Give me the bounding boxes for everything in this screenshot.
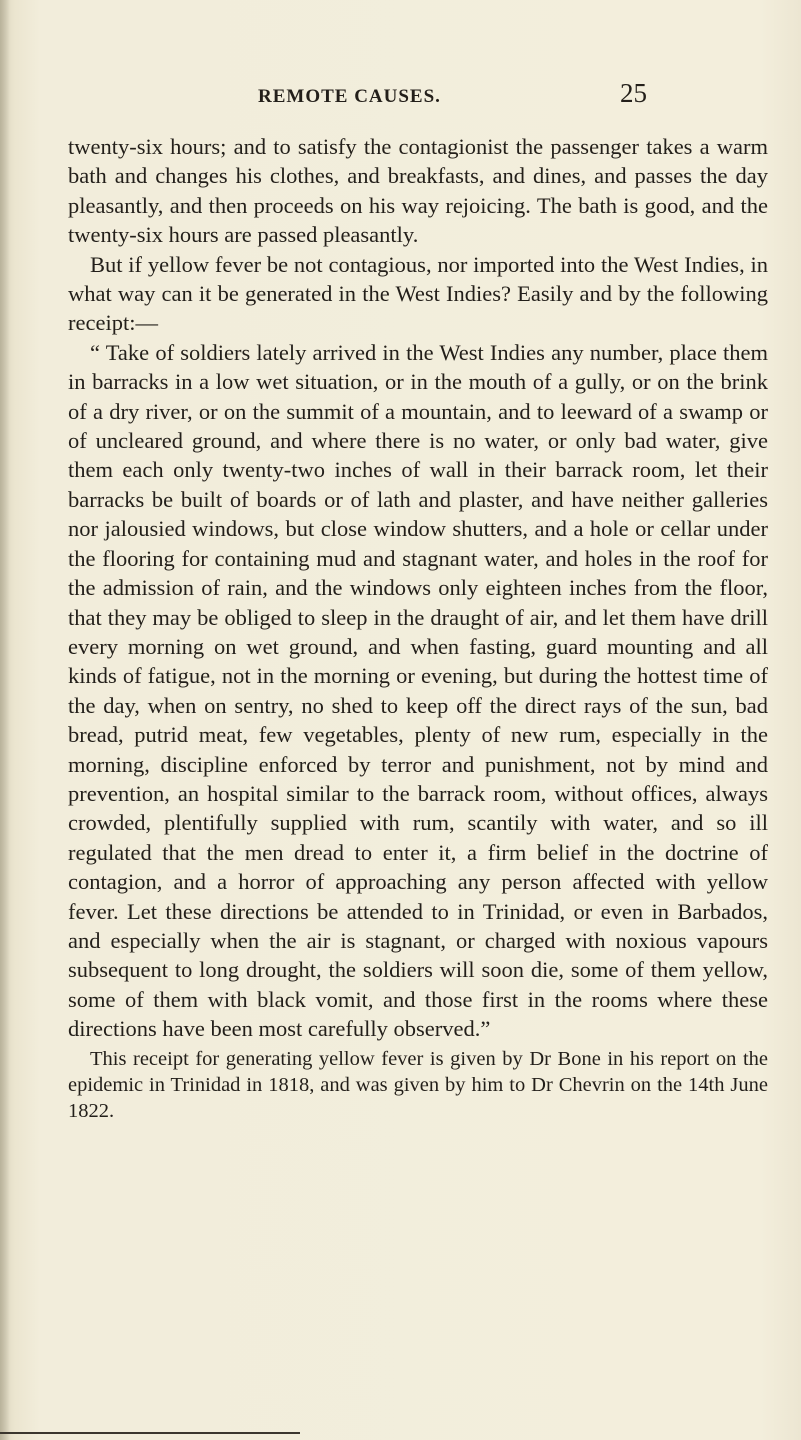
paragraph-attribution: This receipt for generating yellow fever is given by Dr Bone in his report on the epidemic in Trinidad in 1818, and was given by him to Dr Chevrin on the 14th June 1822.: [68, 1047, 768, 1122]
paragraph-question: But if yellow fever be not contagious, nor imported into the West Indies, in what way can it be generated in the West Indies? Easily and by the following receipt:—: [68, 251, 768, 336]
paragraph-receipt-quote: “ Take of soldiers lately arrived in the West Indies any number, place them in barracks in a low wet situation, or in the mouth of a gully, or on the brink of a dry river, or on the summit of a mountain, and to leeward of a swamp or of uncleared ground, and where there is no water, or only bad water, give them each only twenty-two inches of wall in their barrack room, let their barracks be built of boards or of lath and plaster, and have neither galleries nor jalousied windows, but close window shutters, and a hole or cellar under the flooring for containing mud and stagnant water, and holes in the roof for the admission of rain, and the windows only eighteen inches from the floor, that they may be obliged to sleep in the draught of air, and let them have drill every morning on wet ground, and when fasting, guard mounting and all kinds of fatigue, not in the morning or evening, but during the hottest time of the day, when on sentry, no shed to keep off the direct rays of the sun, bad bread, putrid meat, few vegetables, plenty of new rum, especially in the morning, discipline enforced by terror and punishment, not by mind and prevention, an hospital similar to the barrack room, without offices, always crowded, plentifully supplied with rum, scantily with water, and so ill regulated that the men dread to enter it, a firm belief in the doctrine of contagion, and a horror of approaching any person affected with yellow fever. Let these directions be attended to in Trinidad, or even in Barbados, and especially when the air is stagnant, or charged with noxious vapours subsequent to long drought, the soldiers will soon die, some of them yellow, some of them with black vomit, and those first in the rooms where these directions have been most carefully observed.”: [68, 339, 768, 1042]
running-head: REMOTE CAUSES.: [258, 86, 441, 107]
page-header: [0, 78, 801, 114]
page-number: 25: [620, 78, 647, 108]
gutter-shadow: [0, 0, 10, 1440]
bottom-edge-line: [0, 1432, 300, 1434]
paragraph-continuation: twenty-six hours; and to satisfy the contagionist the passenger takes a warm bath and changes his clothes, and breakfasts, and dines, and passes the day pleasantly, and then proceeds on his way rejoicing. The bath is good, and the twenty-six hours are passed pleasantly.: [68, 134, 768, 248]
body-text: [68, 132, 768, 1124]
